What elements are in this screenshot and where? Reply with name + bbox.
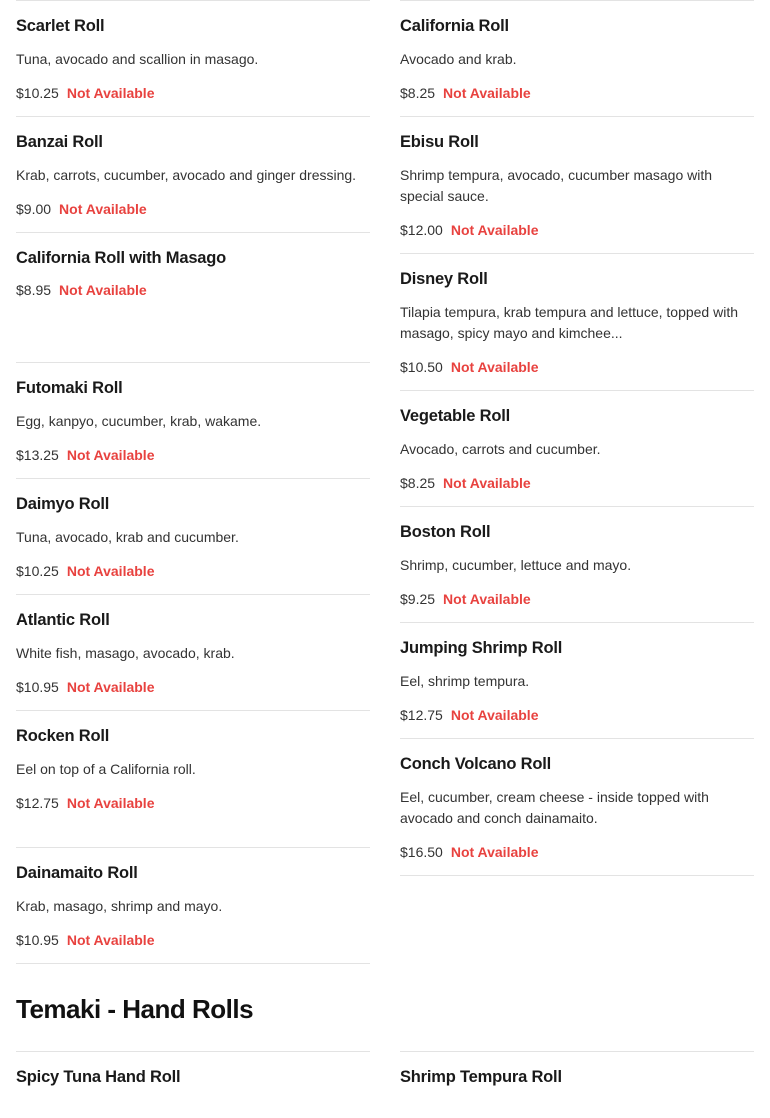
temaki-section-grid — [16, 1051, 754, 1100]
menu-item-price: $8.25 — [400, 475, 436, 491]
menu-item-description: Egg, kanpyo, cucumber, krab, wakame. — [16, 413, 262, 429]
menu-item-name: Jumping Shrimp Roll — [400, 639, 563, 657]
status-badge: Not Available — [66, 563, 155, 579]
column-end-divider — [400, 875, 754, 876]
menu-item-description: Tuna, avocado, krab and cucumber. — [16, 529, 239, 545]
menu-item[interactable] — [400, 253, 754, 390]
menu-item-name: Banzai Roll — [16, 133, 103, 151]
menu-item[interactable] — [16, 116, 370, 232]
menu-item-price: $12.75 — [16, 795, 59, 811]
menu-item-description: Tuna, avocado and scallion in masago. — [16, 51, 259, 67]
menu-item-price: $12.75 — [400, 707, 443, 723]
menu-item[interactable] — [400, 738, 754, 875]
menu-item-price: $8.25 — [400, 85, 436, 101]
column-end-divider — [16, 963, 370, 964]
status-badge: Not Available — [66, 679, 155, 695]
menu-item-description: Krab, carrots, cucumber, avocado and ginger dressing. — [16, 167, 357, 183]
menu-item-description: White fish, masago, avocado, krab. — [16, 645, 235, 661]
item-spacer — [16, 812, 370, 833]
item-spacer — [16, 299, 370, 348]
menu-item-description: Avocado and krab. — [400, 51, 517, 67]
status-badge: Not Available — [450, 222, 539, 238]
menu-item-price: $10.95 — [16, 932, 59, 948]
menu-item-price: $10.50 — [400, 359, 443, 375]
menu-item-name: Conch Volcano Roll — [400, 755, 552, 773]
status-badge: Not Available — [66, 447, 155, 463]
menu-item-description: Tilapia tempura, krab tempura and lettuce, topped with masago, spicy mayo and kimchee... — [400, 304, 739, 341]
menu-item-price: $10.25 — [16, 85, 59, 101]
menu-item-meta — [16, 84, 370, 102]
menu-column-left — [16, 0, 370, 964]
menu-item-name: Disney Roll — [400, 270, 488, 288]
status-badge: Not Available — [443, 85, 531, 101]
menu-item-meta — [16, 931, 370, 949]
menu-item-price: $10.25 — [16, 563, 59, 579]
status-badge: Not Available — [450, 359, 539, 375]
menu-item-description: Avocado, carrots and cucumber. — [400, 441, 601, 457]
status-badge: Not Available — [450, 707, 539, 723]
menu-item-name: Spicy Tuna Hand Roll — [16, 1068, 181, 1086]
menu-item-meta — [16, 678, 370, 696]
menu-item-price: $12.00 — [400, 222, 443, 238]
status-badge: Not Available — [66, 932, 155, 948]
menu-item-meta — [16, 281, 370, 299]
menu-item[interactable] — [400, 1051, 754, 1087]
menu-item-meta — [16, 200, 370, 218]
menu-item[interactable] — [16, 710, 370, 847]
menu-item-meta — [16, 446, 370, 464]
menu-item-description: Shrimp tempura, avocado, cucumber masago with special sauce. — [400, 167, 713, 204]
menu-item[interactable] — [16, 1051, 370, 1087]
menu-item-meta — [16, 794, 370, 812]
section-title-temaki: Temaki - Hand Rolls — [16, 994, 254, 1024]
menu-item-name: Boston Roll — [400, 523, 491, 541]
menu-item[interactable] — [16, 362, 370, 478]
status-badge: Not Available — [450, 844, 539, 860]
menu-item-name: Ebisu Roll — [400, 133, 479, 151]
menu-item[interactable] — [400, 0, 754, 116]
menu-item-price: $13.25 — [16, 447, 59, 463]
menu-item-name: Daimyo Roll — [16, 495, 110, 513]
menu-item-meta — [400, 221, 754, 239]
menu-item[interactable] — [16, 594, 370, 710]
status-badge: Not Available — [66, 85, 155, 101]
temaki-column-right — [400, 1051, 754, 1100]
menu-item-name: Rocken Roll — [16, 727, 110, 745]
menu-item-price: $16.50 — [400, 844, 443, 860]
status-badge: Not Available — [443, 591, 531, 607]
menu-item-price: $9.00 — [16, 201, 52, 217]
menu-item[interactable] — [16, 0, 370, 116]
menu-item[interactable] — [400, 622, 754, 738]
menu-item[interactable] — [400, 116, 754, 253]
menu-item-price: $10.95 — [16, 679, 59, 695]
menu-item-price: $8.95 — [16, 282, 52, 298]
menu-item-meta — [16, 562, 370, 580]
menu-item-name: Atlantic Roll — [16, 611, 110, 629]
menu-item[interactable] — [400, 390, 754, 506]
status-badge: Not Available — [66, 795, 155, 811]
menu-item[interactable] — [16, 847, 370, 963]
status-badge: Not Available — [59, 201, 147, 217]
menu-item-name: California Roll with Masago — [16, 249, 227, 267]
menu-item-name: California Roll — [400, 17, 509, 35]
menu-item-description: Shrimp, cucumber, lettuce and mayo. — [400, 557, 632, 573]
temaki-column-left — [16, 1051, 370, 1100]
menu-item-meta — [400, 706, 754, 724]
menu-item-description: Eel, cucumber, cream cheese - inside topped with avocado and conch dainamaito. — [400, 789, 709, 826]
menu-column-right — [400, 0, 754, 964]
status-badge: Not Available — [59, 282, 147, 298]
menu-item-description: Eel on top of a California roll. — [16, 761, 196, 777]
menu-item-meta — [400, 84, 754, 102]
rolls-section-grid — [16, 0, 754, 964]
status-badge: Not Available — [443, 475, 531, 491]
menu-item[interactable] — [16, 232, 370, 362]
menu-item-name: Vegetable Roll — [400, 407, 510, 425]
menu-item-description: Eel, shrimp tempura. — [400, 673, 530, 689]
menu-item-name: Scarlet Roll — [16, 17, 105, 35]
menu-item-meta — [400, 843, 754, 861]
menu-item-price: $9.25 — [400, 591, 436, 607]
menu-item-name: Dainamaito Roll — [16, 864, 138, 882]
menu-item-meta — [400, 590, 754, 608]
menu-item-description: Krab, masago, shrimp and mayo. — [16, 898, 223, 914]
menu-item-name: Futomaki Roll — [16, 379, 123, 397]
menu-item-meta — [400, 358, 754, 376]
menu-item[interactable] — [16, 478, 370, 594]
menu-item-meta — [400, 474, 754, 492]
menu-item-name: Shrimp Tempura Roll — [400, 1068, 562, 1086]
menu-item[interactable] — [400, 506, 754, 622]
